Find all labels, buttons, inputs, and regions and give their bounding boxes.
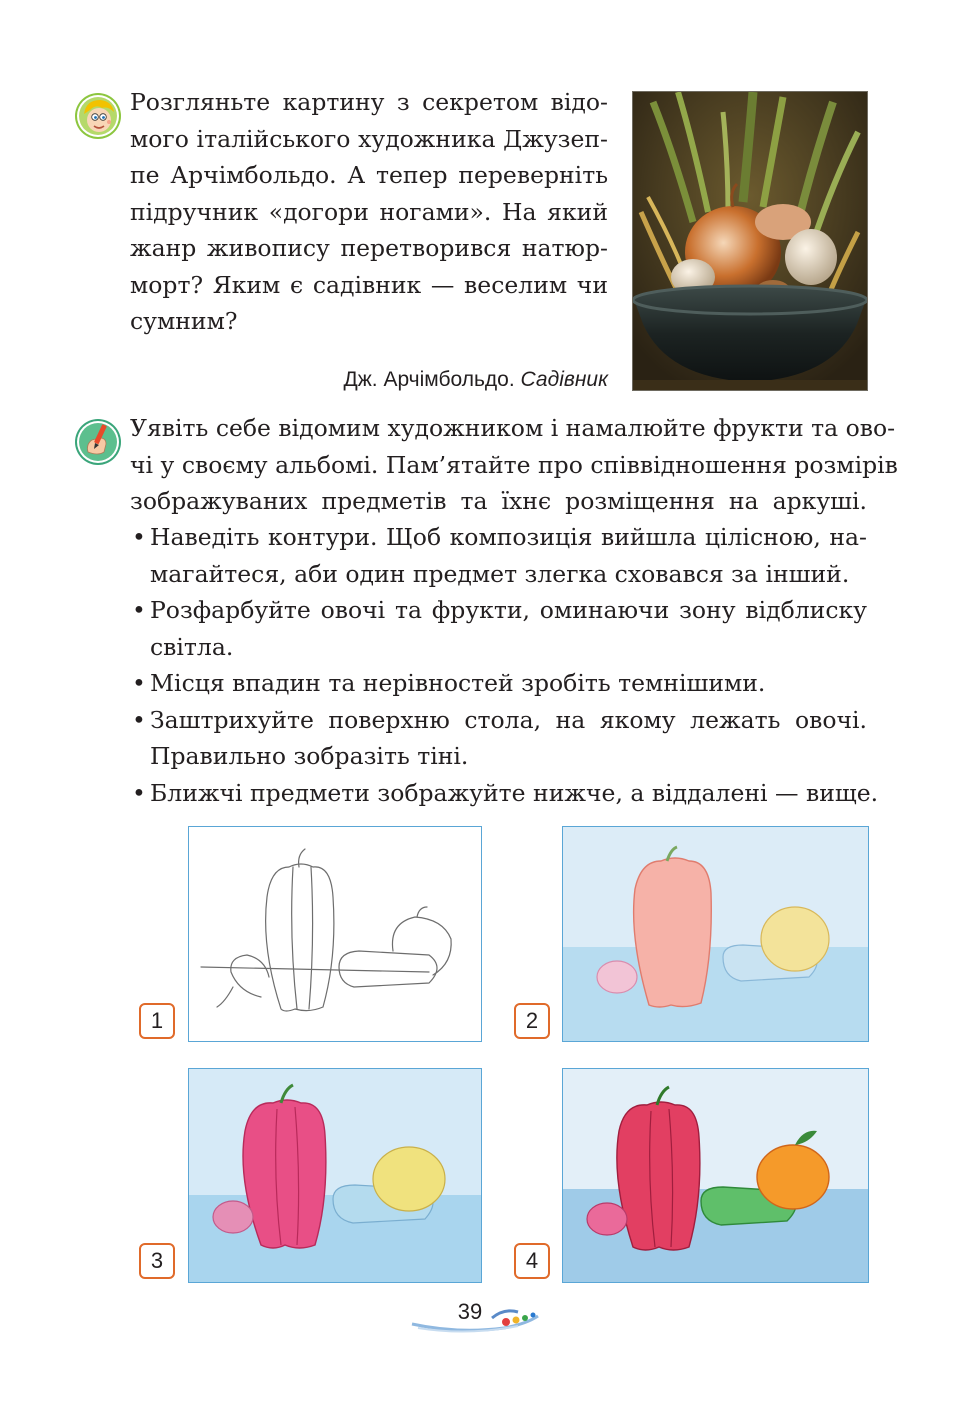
step-number-badge: 1	[139, 1003, 175, 1039]
step-1-pencil-sketch	[188, 826, 482, 1042]
bullet-marker: •	[132, 669, 146, 697]
text-line: Заштрихуйте поверхню стола, на якому лежать овочі.	[150, 705, 867, 734]
step-number-badge: 4	[514, 1243, 550, 1279]
step-number-badge: 3	[139, 1243, 175, 1279]
text-line: Розфарбуйте овочі та фрукти, оминаючи зону відблиску	[150, 596, 867, 624]
text-line: магайтеся, аби один предмет злегка сховався за інший.	[150, 559, 850, 588]
text-line: світла.	[150, 632, 234, 661]
hand-with-pencil-icon	[74, 418, 122, 466]
page-number: 39	[457, 1299, 483, 1324]
instruction-list	[130, 519, 879, 811]
text-line: Місця впадин та нерівностей зробіть темнішими.	[150, 669, 766, 697]
text-line: сумним?	[130, 307, 238, 335]
text-line: чі у своєму альбомі. Пам’ятайте про співвідношення розмірів	[130, 450, 898, 479]
bullet-marker: •	[132, 705, 146, 734]
text-line: зображуваних предметів та їхнє розміщення на аркуші.	[130, 487, 867, 515]
bullet-marker: •	[132, 778, 146, 807]
text-line: Розгляньте картину з секретом відо-	[130, 88, 608, 116]
text-line: підручник «догори ногами». На який	[130, 197, 608, 226]
list-item	[130, 592, 867, 665]
text-line: Уявіть себе відомим художником і намалюйте фрукти та ово-	[130, 414, 896, 442]
bullet-marker: •	[132, 523, 146, 551]
text-line: мого італійського художника Джузеп-	[130, 124, 608, 153]
list-item	[130, 519, 867, 592]
list-item	[130, 702, 867, 775]
text-line: Наведіть контури. Щоб композиція вийшла цілісною, на-	[150, 523, 867, 551]
caption-author: Дж. Арчімбольдо.	[343, 368, 521, 391]
step-2-light-coloring	[562, 826, 869, 1042]
text-line: Правильно зобразіть тіні.	[150, 742, 469, 770]
text-line: жанр живопису перетворився натюр-	[130, 234, 608, 262]
bullet-marker: •	[132, 596, 146, 624]
text-line: морт? Яким є садівник — веселим чи	[130, 270, 608, 299]
caption-title: Садівник	[520, 368, 608, 391]
step-number-badge: 2	[514, 1003, 550, 1039]
painting-caption	[200, 366, 608, 394]
list-item	[130, 665, 867, 702]
cartoon-boy-icon	[74, 92, 122, 140]
step-4-final-drawing	[562, 1068, 869, 1283]
step-3-darker-shading	[188, 1068, 482, 1283]
list-item	[130, 775, 879, 812]
drawing-task-intro	[130, 410, 898, 520]
painting-question-paragraph	[130, 84, 608, 340]
arcimboldo-gardener-painting	[632, 91, 868, 391]
text-line: пе Арчімбольдо. А тепер переверніть	[130, 161, 608, 189]
text-line: Ближчі предмети зображуйте нижче, а віддалені — вище.	[150, 778, 879, 807]
